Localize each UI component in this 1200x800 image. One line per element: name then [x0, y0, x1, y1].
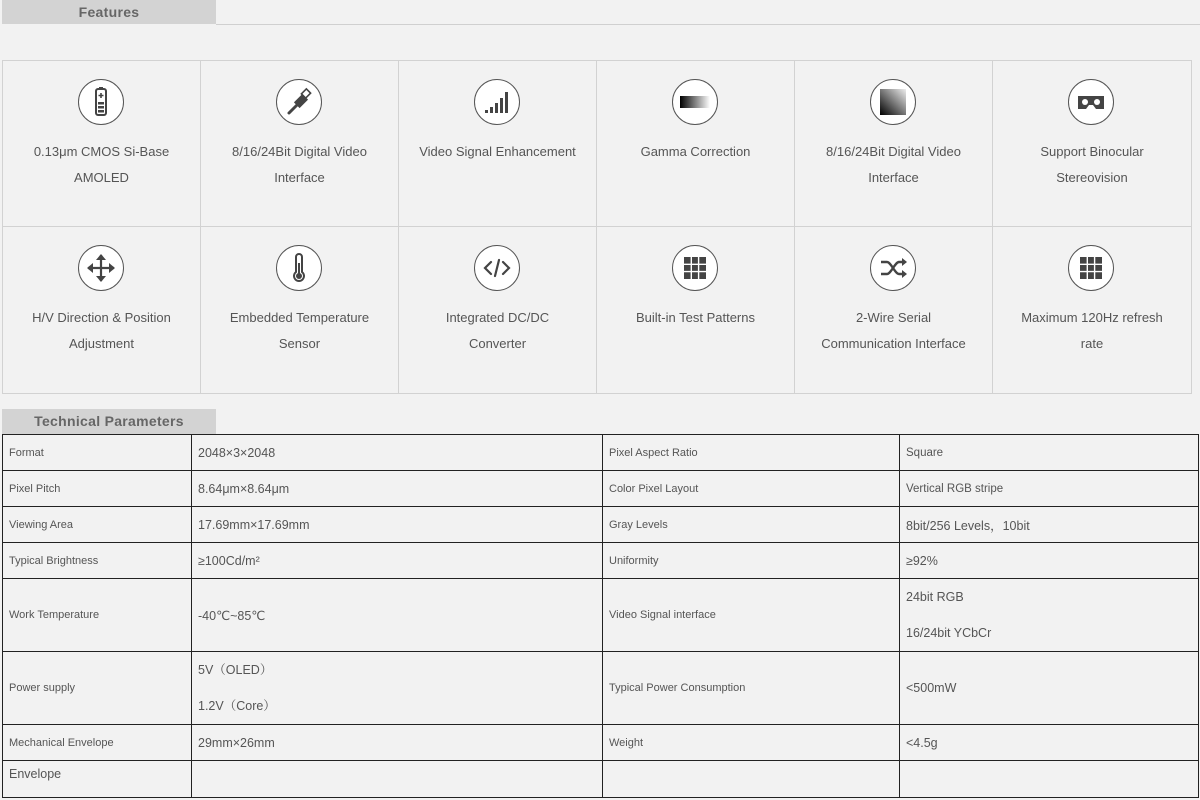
table-row: [3, 471, 1199, 507]
param-value: [900, 579, 1199, 652]
feature-label-line2: Interface: [274, 170, 325, 185]
feature-item: [3, 227, 201, 393]
diagonal-gradient-icon: [870, 79, 916, 125]
param-value: Vertical RGB stripe: [900, 471, 1199, 507]
feature-label-line1: Support Binocular: [1040, 144, 1144, 159]
feature-label-line1: 8/16/24Bit Digital Video: [232, 144, 367, 159]
param-label: Pixel Pitch: [3, 471, 192, 507]
code-icon: [474, 245, 520, 291]
param-value: [192, 652, 603, 725]
feature-label-line2: Communication Interface: [821, 336, 966, 351]
feature-item: [201, 227, 399, 393]
table-row: [3, 507, 1199, 543]
param-value-line2: 1.2V（Core）: [198, 699, 276, 713]
param-label: Viewing Area: [3, 507, 192, 543]
feature-label-line1: Embedded Temperature: [229, 310, 370, 325]
feature-label-line2: Sensor: [278, 336, 321, 351]
param-label: Format: [3, 435, 192, 471]
feature-item: [399, 227, 597, 393]
feature-label-line1: Maximum 120Hz refresh: [1021, 310, 1163, 325]
param-value: [900, 761, 1199, 798]
feature-item: [795, 61, 993, 227]
feature-label-line2: Adjustment: [68, 336, 135, 351]
feature-item: [993, 227, 1191, 393]
battery-icon: [78, 79, 124, 125]
table-row: [3, 543, 1199, 579]
feature-label-line1: Gamma Correction: [640, 144, 751, 159]
param-label: Pixel Aspect Ratio: [603, 435, 900, 471]
feature-label-line2: Interface: [868, 170, 919, 185]
feature-item: [597, 61, 795, 227]
param-value-line1: 5V（OLED）: [198, 663, 273, 677]
param-label: Power supply: [3, 652, 192, 725]
usb-plug-icon: [276, 79, 322, 125]
feature-label-line2: rate: [1080, 336, 1104, 351]
feature-label-line1: H/V Direction & Position: [32, 310, 171, 325]
param-value: 8bit/256 Levels，10bit: [900, 507, 1199, 543]
feature-label-line1: Integrated DC/DC: [445, 310, 550, 325]
param-value: 8.64μm×8.64μm: [192, 471, 603, 507]
grid-icon: [672, 245, 718, 291]
vr-headset-icon: [1068, 79, 1114, 125]
param-label: Video Signal interface: [603, 579, 900, 652]
param-value: -40℃~85℃: [192, 579, 603, 652]
table-row: [3, 725, 1199, 761]
tech-params-section-title: Technical Parameters: [2, 409, 216, 434]
shuffle-icon: [870, 245, 916, 291]
param-value: 17.69mm×17.69mm: [192, 507, 603, 543]
param-label: Gray Levels: [603, 507, 900, 543]
param-label: Typical Power Consumption: [603, 652, 900, 725]
feature-label-line1: Built-in Test Patterns: [636, 310, 755, 325]
feature-label-line2: Converter: [468, 336, 527, 351]
param-label: Weight: [603, 725, 900, 761]
feature-label-line1: Video Signal Enhancement: [419, 144, 576, 159]
gradient-icon: [672, 79, 718, 125]
feature-label-line1: 2-Wire Serial: [855, 310, 932, 325]
grid-icon: [1068, 245, 1114, 291]
param-value: ≥100Cd/m²: [192, 543, 603, 579]
features-divider: [216, 24, 1200, 25]
feature-label-line1: 0.13μm CMOS Si-Base: [33, 144, 170, 159]
param-value-line2: 16/24bit YCbCr: [906, 626, 992, 640]
feature-label-line1: 8/16/24Bit Digital Video: [826, 144, 961, 159]
table-row: [3, 652, 1199, 725]
param-value: [192, 761, 603, 798]
param-label: [603, 761, 900, 798]
param-label: Typical Brightness: [3, 543, 192, 579]
table-row: [3, 761, 1199, 798]
feature-item: [201, 61, 399, 227]
tech-params-table: [2, 434, 1199, 798]
param-value: 2048×3×2048: [192, 435, 603, 471]
feature-item: [399, 61, 597, 227]
param-label: Work Temperature: [3, 579, 192, 652]
param-label: Uniformity: [603, 543, 900, 579]
param-value: <4.5g: [900, 725, 1199, 761]
feature-item: [597, 227, 795, 393]
param-value: 29mm×26mm: [192, 725, 603, 761]
param-label: Color Pixel Layout: [603, 471, 900, 507]
feature-item: [3, 61, 201, 227]
param-value-line1: 24bit RGB: [906, 590, 964, 604]
param-value: ≥92%: [900, 543, 1199, 579]
feature-item: [795, 227, 993, 393]
param-label: Envelope: [3, 761, 192, 798]
feature-label-line2: Stereovision: [1056, 170, 1128, 185]
features-grid: [2, 60, 1192, 394]
param-value: <500mW: [900, 652, 1199, 725]
signal-bars-icon: [474, 79, 520, 125]
table-row: [3, 579, 1199, 652]
feature-item: [993, 61, 1191, 227]
param-label: Mechanical Envelope: [3, 725, 192, 761]
param-value: Square: [900, 435, 1199, 471]
features-section-title: Features: [2, 0, 216, 24]
thermometer-icon: [276, 245, 322, 291]
feature-label-line2: AMOLED: [74, 170, 129, 185]
table-row: [3, 435, 1199, 471]
move-arrows-icon: [78, 245, 124, 291]
